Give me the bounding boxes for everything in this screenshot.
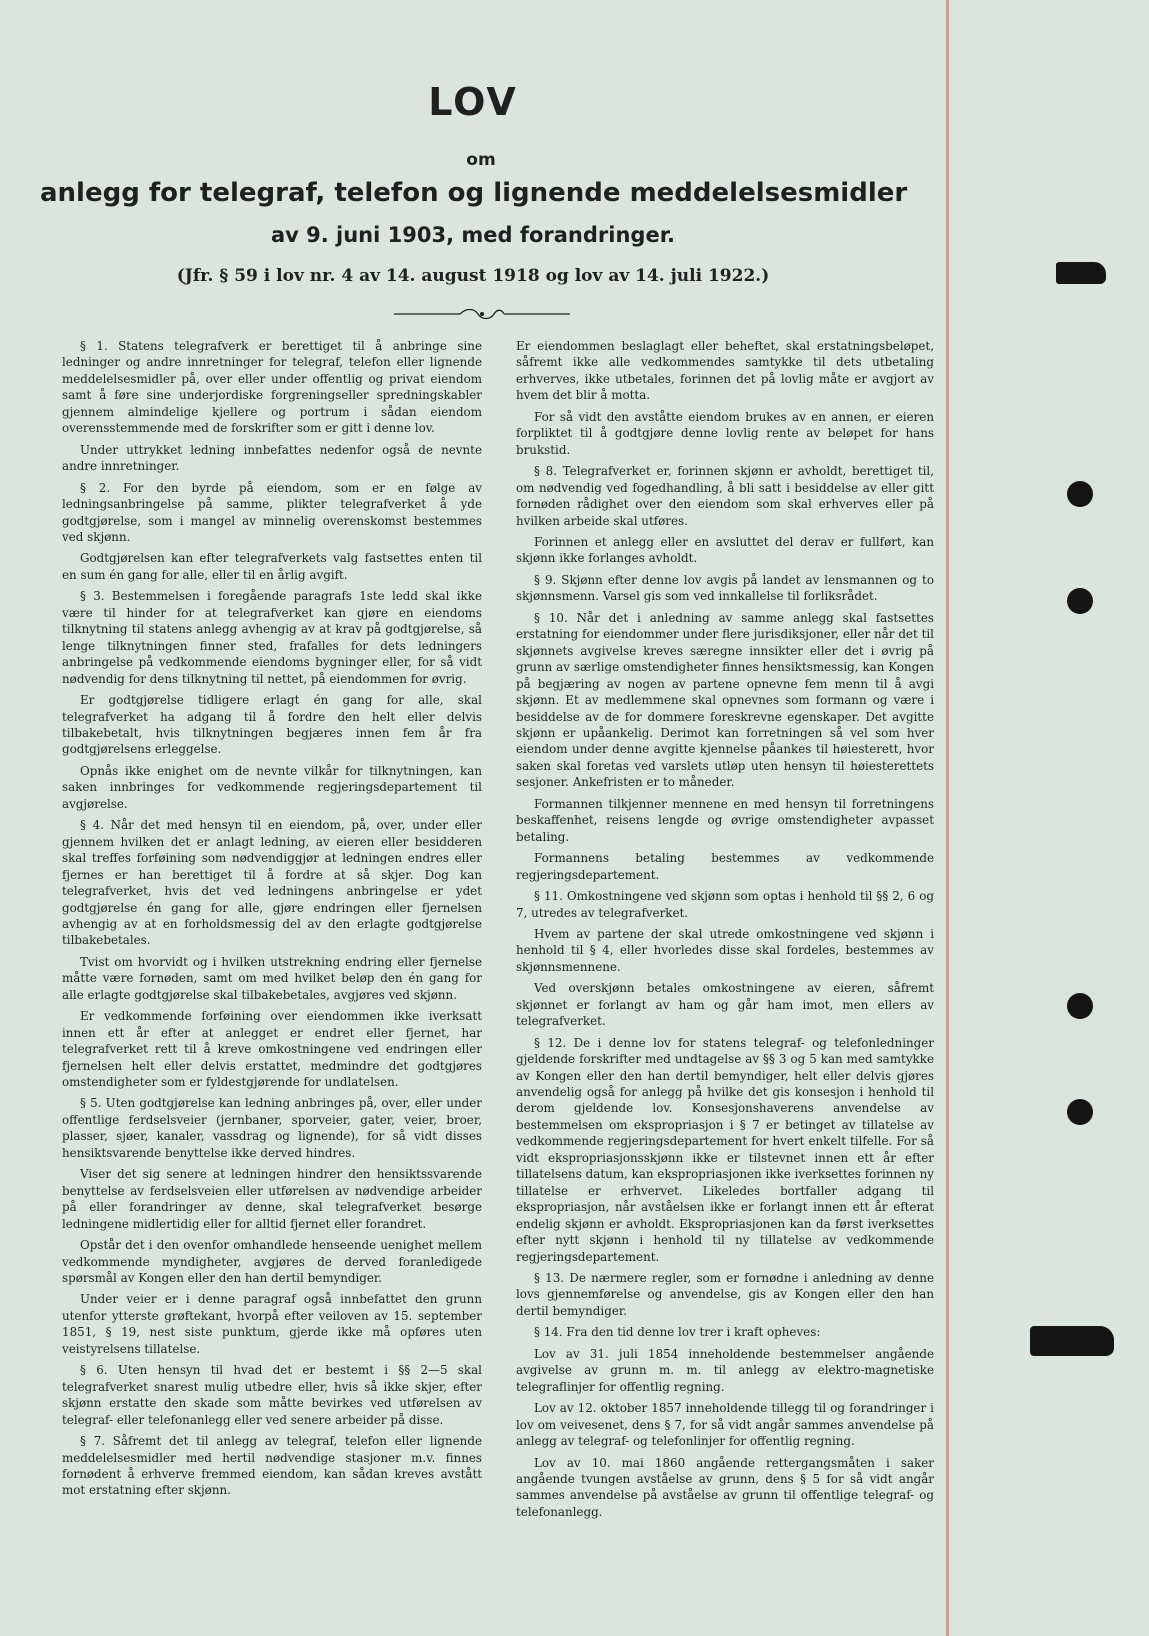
law-reference: (Jfr. § 59 i lov nr. 4 av 14. august 1918 og lov av 14. juli 1922.): [176, 266, 770, 286]
paragraph: Er eiendommen beslaglagt eller beheftet, skal erstatningsbeløpet, såfremt ikke alle vedkommendes samtykke til dets utbetaling erhverves, ikke utbetales, forinnen det på lovlig måte er avgjort av hvem det blir å motta.: [516, 339, 934, 403]
paragraph: § 6. Uten hensyn til hvad det er bestemt i §§ 2—5 skal telegrafverket snarest mulig utbedre eller, hvis så ikke skjer, efter skjønn erstatte den skade som måtte bevirkes ved utførelsen av telegraf- eller telefonanlegg eller ved senere arbeider på disse.: [62, 1363, 482, 1427]
paragraph: § 9. Skjønn efter denne lov avgis på landet av lensmannen og to skjønnsmenn. Varsel gis som ved innkallelse til forliksrådet.: [516, 572, 934, 604]
paragraph: § 2. For den byrde på eiendom, som er en følge av ledningsanbringelse på samme, plikter telegrafverket å yde godtgjørelse, som i mangel av minnelig overenskomst bestemmes ved skjønn.: [62, 480, 482, 544]
right-text-column: [516, 338, 934, 1525]
paragraph: Er godtgjørelse tidligere erlagt én gang for alle, skal telegrafverket ha adgang til å fordre den helt eller delvis tilbakebetalt, hvis tilknytningen begjæres innen fem år fra godtgjørelsens erleggelse.: [62, 693, 482, 757]
paragraph: Godtgjørelsen kan efter telegrafverkets valg fastsettes enten til en sum én gang for alle, eller til en årlig avgift.: [62, 551, 482, 582]
paragraph: Tvist om hvorvidt og i hvilken utstrekning endring eller fjernelse måtte være fornøden, samt om med hvilket beløp den én gang for alle erlagte godtgjørelse skal tilbakebetales, avgjøres ved skjønn.: [62, 954, 482, 1002]
paragraph: § 12. De i denne lov for statens telegraf- og telefonledninger gjeldende forskrifter med undtagelse av §§ 3 og 5 kan med samtykke av Kongen eller den han dertil bemyndiger, helt eller delvis gjøres anvendelig også for anlegg på hvilke det gis konsesjon i henhold til derom gjeldende lov. Konsesjonshaverens anvendelse av bestemmelsen om ekspropriasjon i § 7 er betinget av tillatelse av vedkommende regjeringsdepartement for hvert enkelt tilfelle. For så vidt ekspropriasjonsskjønn ikke er tilstevnet innen ett år efter tillatelsens datum, kan ekspropriasjonen ikke iverksettes forinnen ny tillatelse er erhvervet. Likeledes bortfaller adgang til ekspropriasjon, når avståelsen ikke er forlangt innen ett år efterat endelig skjønn er avholdt. Ekspropriasjonen kan da først iverksettes efter nytt skjønn i henhold til ny tillatelse av vedkommende regjeringsdepartement.: [516, 1035, 934, 1264]
paragraph: § 8. Telegrafverket er, forinnen skjønn er avholdt, berettiget til, om nødvendig ved fogedhandling, å bli satt i besiddelse av eller gitt fornøden rådighet over den eiendom som skal erhverves eller på hvilken arbeide skal utføres.: [516, 464, 934, 528]
title-connector: om: [466, 150, 496, 170]
paragraph: § 5. Uten godtgjørelse kan ledning anbringes på, over, eller under offentlige ferdselsveier (jernbaner, sporveier, gater, veier, broer, plasser, sjøer, kanaler, vassdrag og lignende), for så vidt disses hensiktsvarende benyttelse ikke derved hindres.: [62, 1096, 482, 1160]
paragraph: Viser det sig senere at ledningen hindrer den hensiktssvarende benyttelse av ferdselsveien eller utførelsen av nødvendige arbeider på eller forandringer av denne, skal telegrafverket besørge ledningene midlertidig eller for alltid fjernet eller forandret.: [62, 1167, 482, 1231]
left-text-column: [62, 338, 482, 1504]
paragraph: § 11. Omkostningene ved skjønn som optas i henhold til §§ 2, 6 og 7, utredes av telegrafverket.: [516, 889, 934, 920]
paragraph: Lov av 12. oktober 1857 inneholdende tillegg til og forandringer i lov om veivesenet, dens § 7, for så vidt angår sammes anvendelse på anlegg av telegraf- og telefonlinjer for offentlig regning.: [516, 1401, 934, 1449]
law-date: av 9. juni 1903, med forandringer.: [270, 223, 676, 247]
paragraph: § 13. De nærmere regler, som er fornødne i anledning av denne lovs gjennemførelse og anvendelse, gis av Kongen eller den han dertil bemyndiger.: [516, 1271, 934, 1318]
punch-hole: [1067, 1099, 1093, 1125]
paragraph: For så vidt den avståtte eiendom brukes av en annen, er eieren forpliktet til å godtgjøre denne lovlig rente av beløpet for hans brukstid.: [516, 409, 934, 457]
paragraph: Forinnen et anlegg eller en avsluttet del derav er fullført, kan skjønn ikke forlanges avholdt.: [516, 534, 934, 566]
binder-tab-top: [1056, 262, 1106, 284]
paragraph: Under veier er i denne paragraf også innbefattet den grunn utenfor ytterste grøftekant, hvorpå efter veiloven av 15. september 1851, § 19, nest siste punktum, gjerde ikke må opføres uten veistyrelsens tillatelse.: [62, 1292, 482, 1356]
paragraph: Hvem av partene der skal utrede omkostningene ved skjønn i henhold til § 4, eller hvorledes disse skal fordeles, bestemmes av skjønnsmennene.: [516, 926, 934, 974]
paragraph: § 1. Statens telegrafverk er berettiget til å anbringe sine ledninger og andre innretninger for telegraf, telefon eller lignende meddelelsesmidler på, over eller under offentlig og privat eiendom samt å føre sine underjordiske forgreningseller spredningskabler gjennem almindelige kjellere og portrum i sådan eiendom overensstemmende med de forskrifter som er gitt i denne lov.: [62, 339, 482, 436]
paragraph: Lov av 10. mai 1860 angående rettergangsmåten i saker angående tvungen avståelse av grunn, dens § 5 for så vidt angår sammes anvendelse på avståelse av grunn til offentlige telegraf- og telefonanlegg.: [516, 1455, 934, 1519]
paragraph: § 7. Såfremt det til anlegg av telegraf, telefon eller lignende meddelelsesmidler med hertil nødvendige stasjoner m.v. finnes fornødent å erhverve fremmed eiendom, kan sådan kreves avstått mot erstatning efter skjønn.: [62, 1434, 482, 1498]
paragraph: § 4. Når det med hensyn til en eiendom, på, over, under eller gjennem hvilken det er anlagt ledning, av eieren eller besidderen skal treffes forføining som nødvendiggjør at ledningen endres eller fjernes er han berettiget til å fordre at så skjer. Dog kan telegrafverket, hvis det ved ledningens anbringelse er ydet godtgjørelse én gang for alle, gjøre endringen eller fjernelsen avhengig av at en forholdsmessig del av den erlagte godtgjørelse tilbakebetales.: [62, 818, 482, 948]
red-margin-line: [946, 0, 949, 1636]
binder-tab-bottom: [1030, 1326, 1114, 1356]
punch-hole: [1067, 993, 1093, 1019]
paragraph: Ved overskjønn betales omkostningene av eieren, såfremt skjønnet er forlangt av ham og går ham imot, men ellers av telegrafverket.: [516, 981, 934, 1029]
paragraph: Formannens betaling bestemmes av vedkommende regjeringsdepartement.: [516, 851, 934, 882]
paragraph: Opstår det i den ovenfor omhandlede henseende uenighet mellem vedkommende myndigheter, avgjøres de derved foranledigede spørsmål av Kongen eller den han dertil bemyndiger.: [62, 1238, 482, 1286]
paragraph: § 14. Fra den tid denne lov trer i kraft opheves:: [534, 1325, 821, 1340]
ornament-divider: [394, 307, 570, 321]
paragraph: § 10. Når det i anledning av samme anlegg skal fastsettes erstatning for eiendommer under flere jurisdiksjoner, eller når det til skjønnets avgivelse kreves særegne innsikter eller det i øvrig på grunn av særlige omstendigheter finnes hensiktsmessig, kan Kongen på begjæring av nogen av partene opnevne fem menn til å avgi skjønn. Et av medlemmene skal opnevnes som formann og være i besiddelse av de for dommere foreskrevne egenskaper. Det avgitte skjønn er upåankelig. Derimot kan forretningen så vel som hver eiendom under denne avgitte kjennelse påankes til høiesterett, hvor saken skal foretas ved varslets utløp uten hensyn til høiesterettets sesjoner. Ankefristen er to måneder.: [516, 610, 934, 790]
paragraph: § 3. Bestemmelsen i foregående paragrafs 1ste ledd skal ikke være til hinder for at telegrafverket kan gjøre en eiendoms tilknytning til statens anlegg avhengig av at krav på godtgjørelse, så lenge tilknytningen finner sted, frafalles for dets ledningers anbringelse på vedkommende eiendoms bygninger eller, for så vidt nødvendig for dens tilknytning til nettet, på eiendommen for øvrig.: [62, 589, 482, 686]
paragraph: Opnås ikke enighet om de nevnte vilkår for tilknytningen, kan saken innbringes for vedkommende regjeringsdepartement til avgjørelse.: [62, 763, 482, 811]
law-title: LOV: [428, 80, 518, 124]
punch-hole: [1067, 481, 1093, 507]
paragraph: Lov av 31. juli 1854 inneholdende bestemmelser angående avgivelse av grunn m. m. til anlegg av elektro-magnetiske telegraflinjer for offentlig regning.: [516, 1346, 934, 1394]
paragraph: Under uttrykket ledning innbefattes nedenfor også de nevnte andre innretninger.: [62, 442, 482, 474]
paragraph: Formannen tilkjenner mennene en med hensyn til forretningens beskaffenhet, reisens lengde og øvrige omstendigheter avpasset betaling.: [516, 796, 934, 844]
punch-hole: [1067, 588, 1093, 614]
law-subtitle: anlegg for telegraf, telefon og lignende meddelelsesmidler: [40, 178, 908, 208]
paragraph: Er vedkommende forføining over eiendommen ikke iverksatt innen ett år efter at anlegget er endret eller fjernet, har telegrafverket rett til å kreve omkostningene ved endringen eller fjernelsen helt eller delvis erstattet, medmindre det godtgjøres omstendigheter som er fyldestgjørende for undlatelsen.: [62, 1009, 482, 1090]
